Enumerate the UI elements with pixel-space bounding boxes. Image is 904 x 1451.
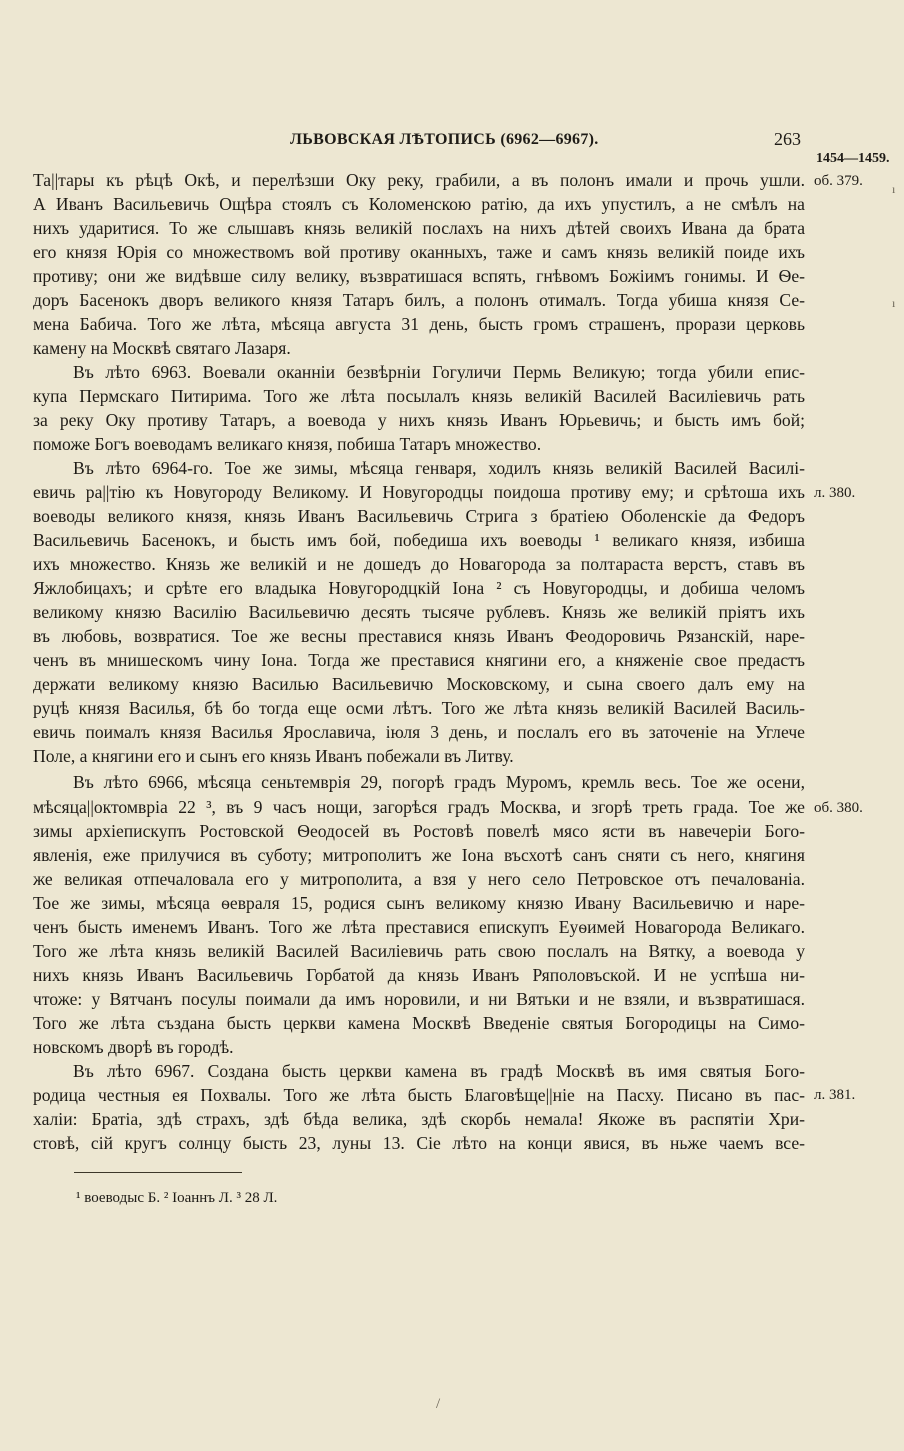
margin-note: л. 381.: [814, 1087, 856, 1103]
text-line: ченъ бысть именемъ Иванъ. Того же лѣта преставися епискупъ Еуѳимей Новагорода Великаго.: [33, 917, 805, 937]
text-line: новскомъ дворѣ въ городѣ.: [33, 1037, 234, 1057]
margin-note: об. 379.: [814, 173, 863, 189]
footnote-divider: [74, 1172, 242, 1173]
text-line: поможе Богъ воеводамъ великаго князя, побиша Татаръ множество.: [33, 434, 542, 454]
text-line: Въ лѣто 6963. Воевали оканніи безвѣрніи Гогуличи Пермь Великую; тогда убили епис-: [73, 362, 805, 382]
edge-mark: ı: [892, 296, 896, 310]
text-line: держати великому князю Василью Васильевичю Московскому, и сына своего далъ ему на: [33, 674, 805, 694]
text-line: Та||тары къ рѣцѣ Окѣ, и перелѣзши Оку реку, грабили, а въ полонъ имали и прочь ушли.: [33, 170, 805, 190]
text-line: ченъ въ мнишескомъ чину Іона. Тогда же преставися княгини его, а княженіе свое предастъ: [33, 650, 805, 670]
text-line: явленія, еже прилучися въ суботу; митрополитъ же Іона въсхотѣ санъ сняти съ него, княгиня: [33, 845, 805, 865]
text-line: доръ Басенокъ дворъ великого князя Татаръ билъ, а полонъ отималъ. Тогда убиша князя Се-: [33, 290, 805, 310]
text-line: Въ лѣто 6964-го. Тое же зимы, мѣсяца генваря, ходилъ князь великій Василей Василі-: [73, 458, 805, 478]
text-line: родица честныя ея Похвалы. Того же лѣта бысть Благовѣще||ніе на Пасху. Писано въ пас-: [33, 1085, 805, 1105]
year-range: 1454—1459.: [816, 151, 890, 166]
text-line: Яжлобицахъ; и срѣте его владыка Новугородцкій Іона ² съ Новугородцы, и добиша челомъ: [33, 578, 805, 598]
text-line: противу; они же видѣвше силу велику, възвратишася вспять, гнѣвомъ Божіимъ гонимы. И Ѳе-: [33, 266, 805, 286]
text-line: зимы архіепискупъ Ростовской Ѳеодосей въ Ростовѣ повелѣ мясо ясти въ навечеріи Бого-: [33, 821, 805, 841]
text-line: же великая отпечаловала его у митрополита, а взя у него село Петровское отъ печалованіа.: [33, 869, 805, 889]
text-line: великому князю Василію Васильевичю десять тысяче рублевъ. Князь же великій пріятъ ихъ: [33, 602, 805, 622]
edge-mark: ı: [892, 182, 896, 196]
text-line: въ любовь, возвратися. Тое же весны преставися князь Иванъ Феодоровичь Рязанскій, наре-: [33, 626, 805, 646]
text-line: камену на Москвѣ святаго Лазаря.: [33, 338, 291, 358]
text-line: Тое же зимы, мѣсяца ѳевраля 15, родися сынъ великому князю Ивану Васильевичю и наре-: [33, 893, 805, 913]
text-line: руцѣ князя Василья, бѣ бо тогда еще осми лѣтъ. Того же лѣта князь великій Василей Василь-: [33, 698, 805, 718]
text-line: Васильевичь Басенокъ, и бысть имъ бой, победиша ихъ воеводы ¹ великаго князя, избиша: [33, 530, 805, 550]
text-line: Въ лѣто 6966, мѣсяца сеньтемврія 29, погорѣ градъ Муромъ, кремль весь. Тое же осени,: [73, 772, 805, 792]
text-line: Поле, а княгини его и сынъ его князь Иванъ побежали въ Литву.: [33, 746, 514, 766]
text-line: воеводы великого князя, князь Иванъ Васильевичь Стрига з братіею Оболенскіе да Федоръ: [33, 506, 805, 526]
text-line: мѣсяца||октомвріа 22 ³, въ 9 часъ нощи, загорѣся градъ Москва, и згорѣ треть града. Тое же: [33, 797, 805, 817]
text-line: ихъ множество. Князь же великій и не дошедъ до Новагорода за полтараста верстъ, ставъ въ: [33, 554, 805, 574]
text-line: Того же лѣта князь великій Василей Василіевичь рать свою послалъ на Вятку, а воевода у: [33, 941, 805, 961]
text-line: чтоже: у Вятчанъ посулы поимали да имъ норовили, и ни Вятьки и не взяли, и възвратишася.: [33, 989, 805, 1009]
text-line: его князя Юрія со множествомъ вой противу оканныхъ, таже и самъ князь великій поиде ихъ: [33, 242, 805, 262]
bottom-tick-mark: /: [436, 1396, 441, 1412]
text-line: стовѣ, сій кругъ солнцу бысть 23, луны 13. Сіе лѣто на конци явися, въ ньже чаемъ все-: [33, 1133, 805, 1153]
text-line: нихъ князь Иванъ Васильевичь Горбатой да князь Иванъ Ряполовъской. И не успѣша ни-: [33, 965, 805, 985]
text-line: халіи: Братіа, здѣ страхъ, здѣ бѣда велика, здѣ скорбь немала! Якоже въ распятіи Хри-: [33, 1109, 805, 1129]
running-title: ЛЬВОВСКАЯ ЛѢТОПИСЬ (6962—6967).: [290, 131, 599, 148]
margin-note: об. 380.: [814, 800, 863, 816]
text-line: евичь поималъ князя Василья Ярославича, іюля 3 день, и послалъ его въ заточеніе на Углече: [33, 722, 805, 742]
text-line: нихъ ударитися. То же слышавъ князь великій послахъ на нихъ дѣтей своихъ Ивана да брата: [33, 218, 805, 238]
text-line: купа Пермскаго Питирима. Того же лѣта посылалъ князь великій Василей Василіевичь рать: [33, 386, 805, 406]
text-line: А Иванъ Васильевичь Ощѣра стоялъ съ Коломенскою ратію, да ихъ упустилъ, а не смѣлъ на: [33, 194, 805, 214]
text-line: Въ лѣто 6967. Создана бысть церкви камена въ градѣ Москвѣ въ имя святыя Бого-: [73, 1061, 805, 1081]
margin-note: л. 380.: [814, 485, 856, 501]
page-number: 263: [774, 129, 801, 149]
text-line: Того же лѣта създана бысть церкви камена Москвѣ Введеніе святыя Богородицы на Симо-: [33, 1013, 805, 1033]
text-line: за реку Оку противу Татаръ, а воевода у нихъ князь Иванъ Юрьевичь; и бысть имъ бой;: [33, 410, 805, 430]
text-line: евичь ра||тію къ Новугороду Великому. И Новугородцы поидоша противу ему; и срѣтоша ихъ: [33, 482, 805, 502]
text-line: мена Бабича. Того же лѣта, мѣсяца августа 31 день, бысть громъ страшенъ, прорази церковь: [33, 314, 805, 334]
footnotes: ¹ воеводыс Б. ² Іоаннъ Л. ³ 28 Л.: [76, 1190, 278, 1206]
